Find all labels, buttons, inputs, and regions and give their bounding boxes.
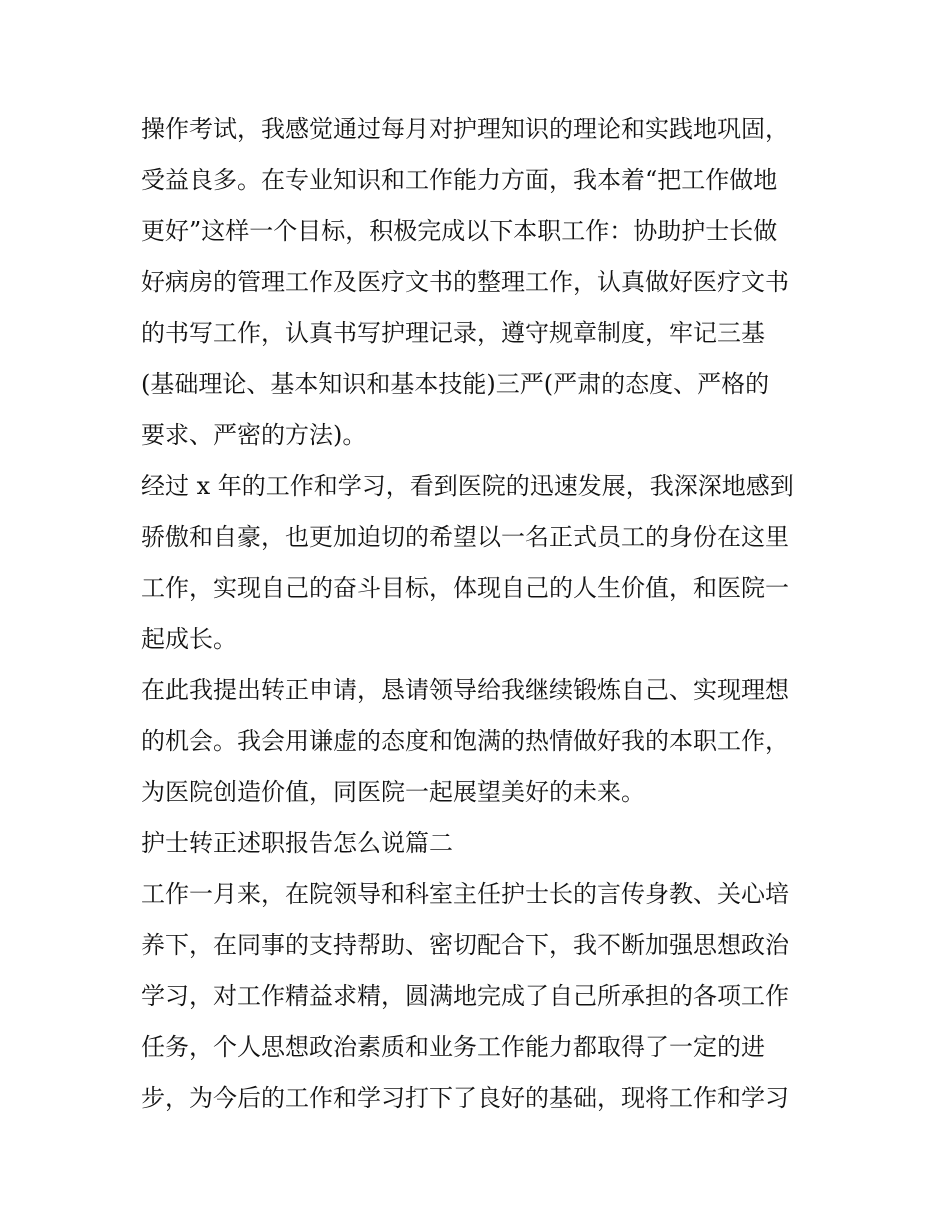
- text-line: 任务，个人思想政治素质和业务工作能力都取得了一定的进: [141, 1033, 765, 1061]
- text-line: 工作一月来，在院领导和科室主任护士长的言传身教、关心培: [141, 880, 789, 908]
- text-line: 好病房的管理工作及医疗文书的整理工作，认真做好医疗文书: [141, 268, 789, 296]
- text-line: 骄傲和自豪，也更加迫切的希望以一名正式员工的身份在这里: [141, 523, 789, 551]
- text-line: 要求、严密的方法)。: [141, 421, 367, 449]
- text-line: 更好”这样一个目标，积极完成以下本职工作：协助护士长做: [141, 217, 778, 245]
- text-line: 步，为今后的工作和学习打下了良好的基础，现将工作和学习: [141, 1084, 789, 1112]
- text-line: 操作考试，我感觉通过每月对护理知识的理论和实践地巩固，: [141, 115, 789, 143]
- section-heading: 护士转正述职报告怎么说篇二: [141, 829, 453, 857]
- document-body: [141, 104, 821, 1124]
- text-line: 的机会。我会用谦虚的态度和饱满的热情做好我的本职工作，: [141, 727, 789, 755]
- text-line: 工作，实现自己的奋斗目标，体现自己的人生价值，和医院一: [141, 574, 789, 602]
- text-line: 的书写工作，认真书写护理记录，遵守规章制度，牢记三基: [141, 319, 765, 347]
- text-line: 为医院创造价值，同医院一起展望美好的未来。: [141, 778, 645, 806]
- text-line: 受益良多。在专业知识和工作能力方面，我本着“把工作做地: [141, 166, 778, 194]
- text-line: 在此我提出转正申请，恳请领导给我继续锻炼自己、实现理想: [141, 676, 789, 704]
- text-line: 学习，对工作精益求精，圆满地完成了自己所承担的各项工作: [141, 982, 789, 1010]
- text-line: (基础理论、基本知识和基本技能)三严(严肃的态度、严格的: [141, 370, 770, 398]
- text-line: 起成长。: [141, 625, 237, 653]
- text-line: 经过 x 年的工作和学习，看到医院的迅速发展，我深深地感到: [141, 472, 794, 500]
- text-line: 养下，在同事的支持帮助、密切配合下，我不断加强思想政治: [141, 931, 789, 959]
